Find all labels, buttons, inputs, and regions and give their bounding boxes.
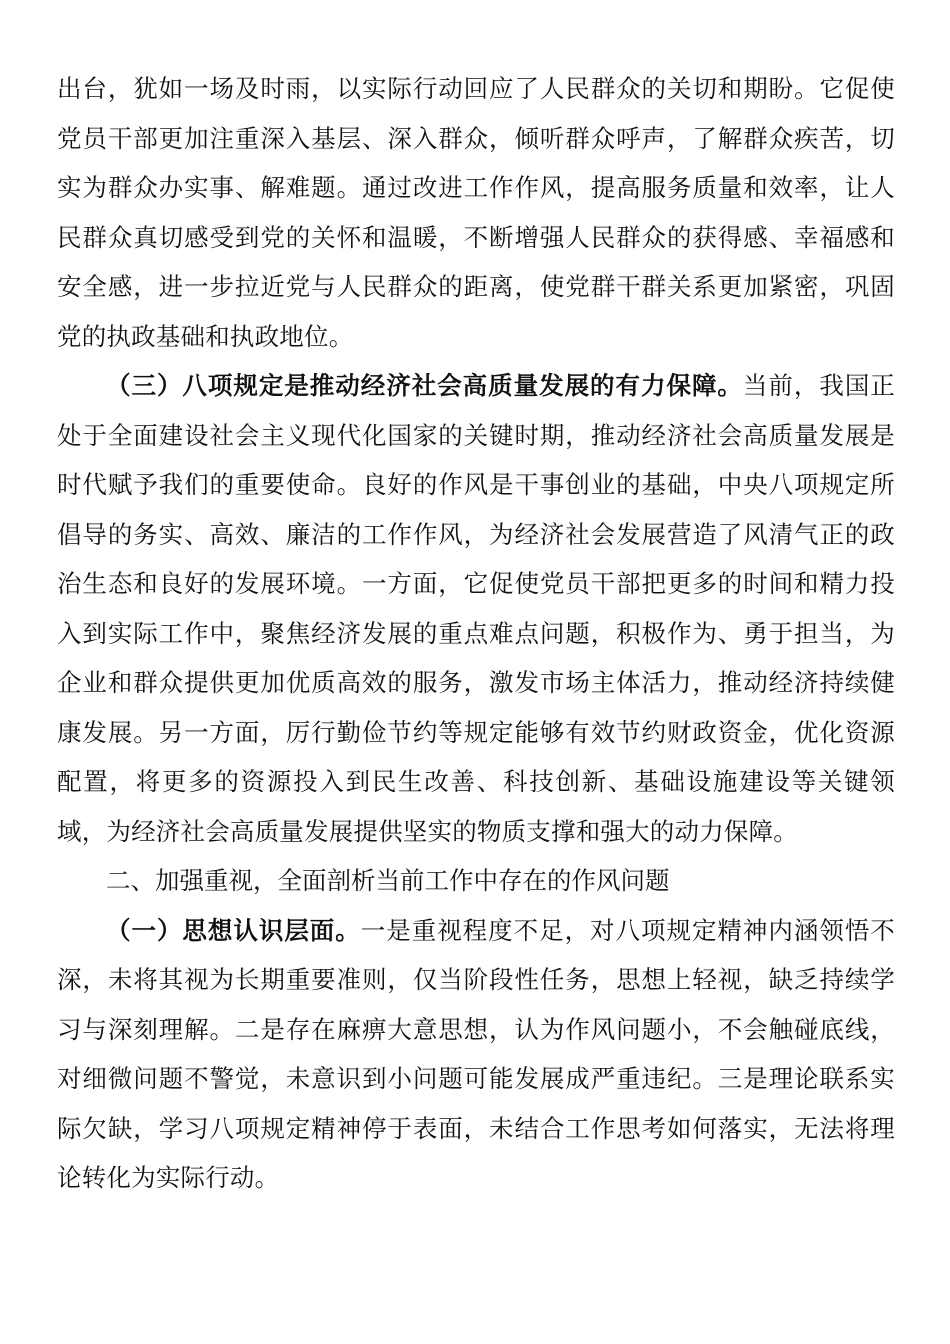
paragraph-subsection-one (57, 906, 895, 1203)
paragraph-text: 出台，犹如一场及时雨，以实际行动回应了人民群众的关切和期盼。它促使党员干部更加注重深入基层、深入群众，倾听群众呼声，了解群众疾苦，切实为群众办实事、解难题。通过改进工作作风，提高服务质量和效率，让人民群众真切感受到党的关怀和温暖，不断增强人民群众的获得感、幸福感和安全感，进一步拉近党与人民群众的距离，使党群干群关系更加紧密，巩固党的执政基础和执政地位。 (57, 74, 895, 351)
paragraph-continuation (57, 64, 895, 361)
paragraph-text: 当前，我国正处于全面建设社会主义现代化国家的关键时期，推动经济社会高质量发展是时代赋予我们的重要使命。良好的作风是干事创业的基础，中央八项规定所倡导的务实、高效、廉洁的工作作风，为经济社会发展营造了风清气正的政治生态和良好的发展环境。一方面，它促使党员干部把更多的时间和精力投入到实际工作中，聚焦经济发展的重点难点问题，积极作为、勇于担当，为企业和群众提供更加优质高效的服务，激发市场主体活力，推动经济持续健康发展。另一方面，厉行勤俭节约等规定能够有效节约财政资金，优化资源配置，将更多的资源投入到民生改善、科技创新、基础设施建设等关键领域，为经济社会高质量发展提供坚实的物质支撑和强大的动力保障。 (57, 371, 896, 846)
paragraph-lead: （三）八项规定是推动经济社会高质量发展的有力保障。 (106, 371, 743, 400)
paragraph-text: 一是重视程度不足，对八项规定精神内涵领悟不深，未将其视为长期重要准则，仅当阶段性任务，思想上轻视，缺乏持续学习与深刻理解。二是存在麻痹大意思想，认为作风问题小，不会触碰底线，对细微问题不警觉，未意识到小问题可能发展成严重违纪。三是理论联系实际欠缺，学习八项规定精神停于表面，未结合工作思考如何落实，无法将理论转化为实际行动。 (57, 915, 895, 1192)
paragraph-section-three (57, 361, 895, 856)
paragraph-lead: （一）思想认识层面。 (106, 915, 361, 945)
document-page (57, 64, 895, 1203)
section-heading: 二、加强重视，全面剖析当前工作中存在的作风问题 (106, 866, 670, 895)
